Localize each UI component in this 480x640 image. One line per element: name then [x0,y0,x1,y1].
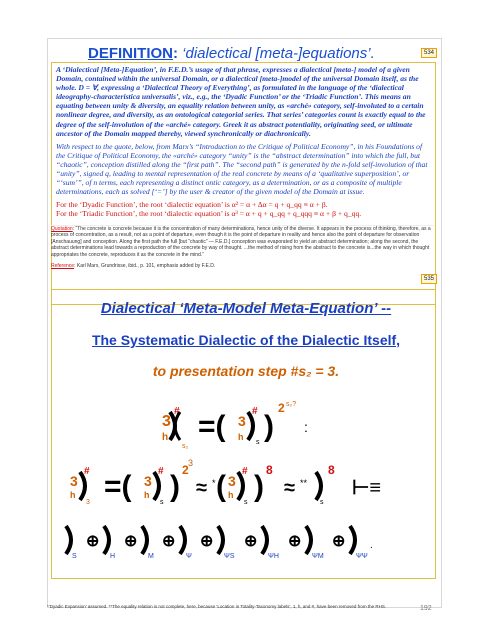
svg-text:3: 3 [228,473,236,489]
svg-text:2: 2 [278,401,285,415]
svg-text:): ) [264,410,274,443]
definition-title [88,45,375,62]
page-badge-535: 535 [421,274,437,284]
svg-text:#: # [158,466,164,477]
svg-text:h: h [162,432,169,443]
footnote: *‘Dyadic Expansion’ assumed. **The equality relation is not complete, here, because ‘Location in Totality-Taxonomy labels’, 1, h, and #, have been removed from the RHS. [47,604,387,609]
svg-text:2: 2 [182,463,189,477]
svg-text:h: h [70,490,76,500]
meta-equation-row-2 [70,458,381,506]
svg-text:#: # [242,466,248,477]
svg-text::: : [304,419,308,435]
svg-text:⊕: ⊕ [288,533,302,550]
svg-text:**: ** [300,478,308,488]
svg-text:8: 8 [328,463,335,477]
svg-text:3: 3 [144,473,152,489]
definition-label: DEFINITION [88,45,173,62]
page-badge-534: 534 [421,48,437,58]
systematic-dialectic-subtitle: The Systematic Dialectic of the Dialectic Itself, [91,332,401,348]
svg-text:#: # [84,466,90,477]
svg-text:M: M [148,553,154,560]
svg-text:⊕: ⊕ [244,533,258,550]
svg-text:h: h [238,432,244,442]
meta-equation-title: Dialectical ‘Meta-Model Meta-Equation’ -- [100,300,392,317]
svg-text:*: * [212,478,216,488]
svg-text:⊕: ⊕ [124,533,138,550]
svg-text:⊕: ⊕ [162,533,176,550]
svg-text:⊢≡: ⊢≡ [352,477,382,499]
svg-text:3: 3 [188,458,194,468]
svg-text:3: 3 [86,499,90,506]
svg-text:=(: =( [104,470,132,503]
marx-paragraph: With respect to the quote, below, from Marx’s “Introduction to the Critique of Political Economy”, in his Foundations of the Critique of Political Economy, the «arché» category “unity” is the “abstract determination” into which the full, but “chaotic”, conception distilled along the “first path”. The “second path” is generated by the n-fold self-involution of that “unity”, signed q, leading to mental representation of the real concrete by means of a ‘qualitative superposition’, or “‘sum’”, of n terms, each representing a distinct ontic category, as a determination, or as a composite of multiple determinations, each as solved [‘=’] by the user & creator of the given model of the Domain at issue. [56,141,428,197]
svg-text:#: # [174,406,180,417]
quotation-text: “The concrete is concrete because it is the concentration of many determinations, hence unity of the diverse. It appears in the process of thinking, therefore, as a process of concentration, as a result, not as a point of departure, even though it is the point of departure in reality and hence also the point of departure for observation [Anschauung] and conception. Along the first path the full [but “chaotic” — F.E.D.] conception was evaporated to yield an abstract determination; along the second, the abstract determinations lead towards a reproduction of the concrete by way of thought. ...the method of rising from the abstract to the concrete is...the way in which thought appropriates the concrete, reproduces it as the concrete in the mind.” [51,226,431,258]
svg-text:s₂: s₂ [182,443,189,450]
svg-text:h: h [144,490,150,500]
reference-text: : Karl Marx, Grundrisse, ibid., p. 101, emphasis added by F.E.D. [74,263,216,269]
svg-text:ΨS: ΨS [224,553,235,560]
svg-text:s: s [244,499,248,506]
reference-label: Reference [51,263,75,269]
triadic-equation: For the ‘Triadic Function’, the root ‘dialectic equation’ is α³ = α + q + q_qq + q_qqq ≡ α + β + q_qq. [56,209,362,219]
svg-text:⊕: ⊕ [86,533,100,550]
meta-equation-row-1 [162,401,308,450]
svg-text:≈: ≈ [196,477,207,499]
svg-text:⊕: ⊕ [200,533,214,550]
page-number: 192 [420,605,432,612]
presentation-step-subtitle: to presentation step #s₂ = 3. [152,363,340,379]
svg-text:): ) [170,470,180,503]
dialectic-glyph-equations [52,290,437,580]
quotation-label: Quotation [51,226,73,232]
svg-text:3: 3 [162,413,171,430]
svg-text:3: 3 [70,473,78,489]
svg-text:.: . [370,540,373,551]
svg-text:8: 8 [266,463,273,477]
svg-text:S: S [72,553,77,560]
meta-equation-box [51,289,436,579]
svg-text:(: ( [216,470,226,503]
svg-text:⊕: ⊕ [332,533,346,550]
svg-text:#: # [252,406,258,417]
svg-text:s: s [320,499,324,506]
marx-quotation: Quotation: “The concrete is concrete because it is the concentration of many determinations, hence unity of the diverse. It appears in the process of thinking, therefore, as a process of concentration, as a result, not as a point of departure, even though it is the point of departure in reality and hence also the point of departure for observation [Anschauung] and conception. Along the first path the full [but “chaotic” — F.E.D.] conception was evaporated to yield an abstract determination; along the second, the abstract determinations lead towards a reproduction of the concrete by way of thought. ...the method of rising from the abstract to the concrete is...the way in which thought appropriates the concrete, reproduces it as the concrete in the mind.” [51,225,434,258]
svg-text:): ) [254,470,264,503]
definition-term: ‘dialectical [meta-]equations’. [182,45,375,62]
svg-text:s₂?: s₂? [286,401,297,408]
svg-text:=(: =( [198,410,226,443]
definition-paragraph: A ‘Dialectical [Meta-]Equation’, in F.E.D.’s usage of that phrase, expresses a dialectical [meta-] model of a given Domain, contained within the universal Domain, or a dialectical [meta-]model of the universal Domain itself, as the whole. D = ∀, expressing a ‘Dialectical Theory of Everything’, as formulated in the language of the ‘dialectical ideography-characteristica universalis’, viz., e.g., the ‘Dyadic Function’ or the ‘Triadic Function’. This means an equating between unity & diversity, an equality relation between unity, as «arché» category, self-involuted to a certain nonlinear degree, and diversity, as an ontological categorial series. That series’ categories count is exactly equal to the degree of the self-involution of the «arché» category. Greek it as abstract potentiality, originating seed, or ultimate ancestor of the Domain mapped thereby, viewed synchronically or diachronically. [56,65,426,138]
svg-text:ΨH: ΨH [268,553,279,560]
svg-text:3: 3 [238,413,246,429]
meta-equation-row-3 [66,526,373,560]
svg-text:H: H [110,553,116,560]
document-page [47,38,442,608]
svg-text:h: h [228,490,234,500]
svg-text:s: s [256,439,260,446]
reference [51,263,215,269]
svg-text:ΨM: ΨM [312,553,324,560]
svg-text:ΨΨ: ΨΨ [356,553,368,560]
svg-text:Ψ: Ψ [186,553,192,560]
definition-colon: : [173,45,178,62]
dyadic-equation: For the ‘Dyadic Function’, the root ‘dialectic equation’ is α² = α + Δα = q + q_qq ≡ α + β. [56,200,328,210]
svg-text:≈: ≈ [284,477,295,499]
svg-text:s: s [160,499,164,506]
